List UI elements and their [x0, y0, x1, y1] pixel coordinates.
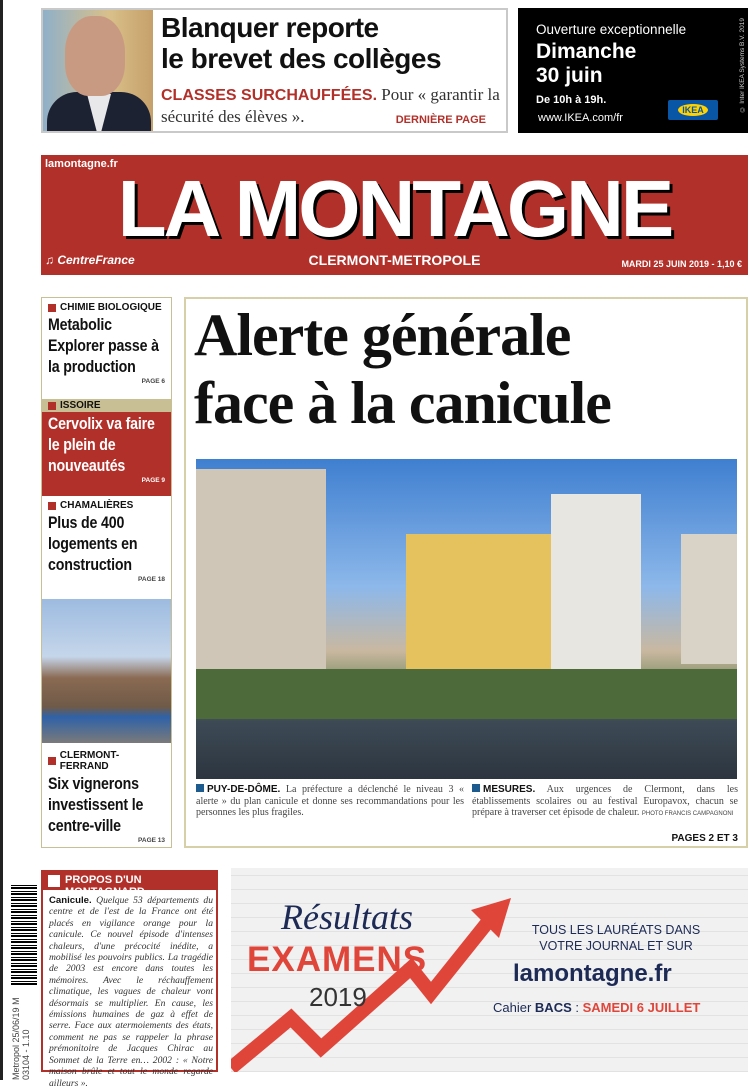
teaser-photo: [43, 10, 153, 131]
story-label: CHIMIE BIOLOGIQUE: [60, 302, 162, 313]
newspaper-title: LA MONTAGNE: [117, 164, 672, 253]
ad-title: EXAMENS: [247, 940, 428, 979]
column-title: PROPOS D'UN MONTAGNARD: [43, 872, 216, 890]
centrefrance-logo: ♫ CentreFrance: [45, 253, 135, 267]
square-icon: [48, 304, 56, 312]
teaser-blanquer[interactable]: [41, 8, 508, 133]
masthead: [41, 155, 748, 275]
site-link[interactable]: lamontagne.fr: [45, 158, 118, 170]
ad-title: Résultats: [281, 897, 413, 937]
ad-url[interactable]: www.IKEA.com/fr: [538, 112, 623, 124]
story-page: PAGE 18: [138, 576, 165, 583]
story-headline: Cervolix va faire le plein de nouveautés: [48, 415, 155, 475]
story-page: PAGE 13: [138, 837, 165, 844]
sidebar-story[interactable]: [42, 496, 171, 599]
ad-year: 2019: [309, 982, 367, 1012]
ad-text: TOUS LES LAURÉATS DANS VOTRE JOURNAL ET SUR: [531, 923, 701, 953]
ad-date: Dimanche 30 juin: [536, 40, 637, 87]
ad-copyright: © Inter IKEA Systems B.V. 2019: [739, 18, 746, 113]
story-label: ISSOIRE: [60, 400, 101, 411]
fountain-photo: [196, 459, 737, 779]
sidebar-story[interactable]: [42, 746, 171, 847]
ikea-logo: IKEA: [668, 100, 718, 120]
lead-pages: PAGES 2 ET 3: [671, 833, 738, 844]
story-page: PAGE 9: [141, 477, 165, 484]
square-icon: [48, 502, 56, 510]
story-page: PAGE 6: [141, 378, 165, 385]
story-label: CHAMALIÈRES: [60, 500, 134, 511]
ad-url[interactable]: lamontagne.fr: [513, 960, 672, 987]
story-headline: Metabolic Explorer passe à la production: [48, 316, 159, 376]
exam-results-ad[interactable]: [231, 868, 748, 1072]
propos-column[interactable]: [41, 870, 218, 1089]
caption-left: PUY-DE-DÔME. La préfecture a déclenché le niveau 3 « alerte » du plan canicule et donne ses recommandations pour les personnes les plus fragiles.: [196, 784, 464, 818]
story-headline: Six vignerons investissent le centre-ville: [48, 775, 144, 835]
lead-headline: Alerte générale face à la canicule: [194, 302, 611, 436]
barcode-text: Metropol 25/06/19 M 03104 - 1.10: [11, 997, 31, 1080]
story-headline: Plus de 400 logements en construction: [48, 514, 138, 574]
construction-photo: [42, 599, 171, 743]
edition: CLERMONT-METROPOLE: [308, 252, 481, 268]
story-label: CLERMONT-FERRAND: [59, 750, 120, 772]
square-icon: [48, 402, 56, 410]
ikea-ad[interactable]: [518, 8, 748, 133]
ad-date: Cahier BACS : SAMEDI 6 JUILLET: [493, 1000, 701, 1015]
teaser-page: DERNIÈRE PAGE: [395, 114, 486, 126]
teaser-text: CLASSES SURCHAUFFÉES. Pour « garantir la sécurité des élèves ».: [161, 85, 500, 126]
sidebar: [41, 297, 172, 848]
caption-right: MESURES. Aux urgences de Clermont, dans les établissements scolaires ou au festival Europavox, chacun se prépare à traverser cet épisode de chaleur. PHOTO FRANCIS CAMPAGNONI: [472, 784, 738, 818]
ad-line: Ouverture exceptionnelle: [536, 22, 687, 37]
ad-hours: De 10h à 19h.: [536, 94, 607, 106]
square-icon: [48, 757, 56, 765]
sidebar-story[interactable]: [42, 399, 171, 496]
sidebar-story[interactable]: [42, 298, 171, 399]
teaser-headline: Blanquer reporte le brevet des collèges: [161, 12, 442, 74]
lead-story[interactable]: [184, 297, 748, 848]
date-price: MARDI 25 JUIN 2019 - 1,10 €: [621, 259, 742, 269]
barcode: [11, 885, 37, 985]
column-text: Canicule. Quelque 53 départements du centre et de l'est de la France ont été placés en vigilance orange pour la canicule. Ce nouvel épisode d'intenses chaleurs, d'une précocité inédite, a mobilisé les pouvoirs publics. La tragédie de 2003 est encore dans toutes les mémoires. Avec le réchauffement climatique, les vagues de chaleur vont désormais se multiplier. En cause, les émissions humaines de gaz à effet de serre. Face aux atermoiements des états, comment ne pas se rappeler la phrase prémonitoire de Jacques Chirac au Sommet de la Terre en… 2002 : « Notre maison brûle et tout le monde regarde ailleurs ».: [49, 895, 213, 1089]
